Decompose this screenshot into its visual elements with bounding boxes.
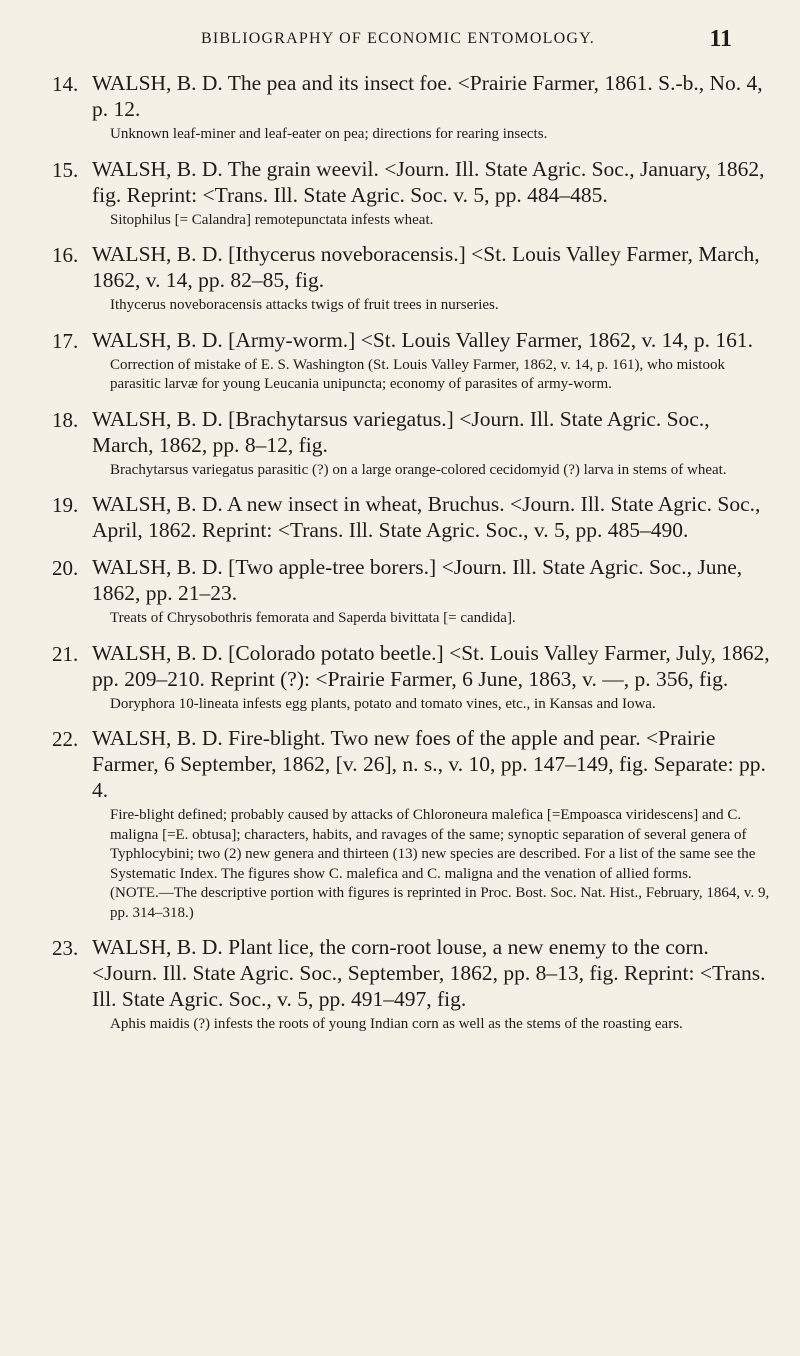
entry-citation: WALSH, B. D. Plant lice, the corn-root louse, a new enemy to the corn. <Journ. Ill. State Agric. Soc., September, 1862, pp. 8–13, fig. Reprint: <Trans. Ill. State Agric. Soc., v. 5, pp. 491–497, fig. [92, 935, 766, 1011]
entry-note [92, 296, 770, 316]
page-number: 11 [709, 26, 732, 52]
entry-note [92, 461, 770, 481]
entry-number: 18. [52, 407, 79, 432]
entry-citation: WALSH, B. D. [Ithycerus noveboracensis.] <St. Louis Valley Farmer, March, 1862, v. 14, pp. 82–85, fig. [92, 242, 760, 292]
bibliography-entry [42, 156, 770, 231]
bibliography-entry [42, 554, 770, 629]
entry-number: 21. [52, 641, 79, 666]
bibliography-entry [42, 70, 770, 145]
entry-note [92, 806, 770, 923]
bibliography-entry [42, 327, 770, 395]
entry-citation: WALSH, B. D. The pea and its insect foe. <Prairie Farmer, 1861. S.-b., No. 4, p. 12. [92, 71, 763, 121]
entry-note-text: Correction of mistake of E. S. Washington (St. Louis Valley Farmer, 1862, v. 14, p. 161), who mistook parasitic larvæ for young Leucania unipuncta; economy of parasites of army-worm. [110, 356, 725, 392]
running-head [100, 26, 740, 62]
entry-citation: WALSH, B. D. [Two apple-tree borers.] <Journ. Ill. State Agric. Soc., June, 1862, pp. 21–23. [92, 555, 743, 605]
bibliography-entry [42, 640, 770, 715]
entry-citation: WALSH, B. D. The grain weevil. <Journ. Ill. State Agric. Soc., January, 1862, fig. Reprint: <Trans. Ill. State Agric. Soc. v. 5, pp. 484–485. [92, 156, 765, 207]
entry-number: 23. [52, 936, 79, 960]
entry-number: 14. [52, 72, 79, 96]
entry-note-text: Treats of Chrysobothris femorata and Saperda bivittata [= candida]. [110, 610, 516, 626]
entry-note-text: Unknown leaf-miner and leaf-eater on pea; directions for rearing insects. [110, 126, 548, 142]
bibliography-entry [42, 725, 770, 923]
entry-note-text: Brachytarsus variegatus parasitic (?) on a large orange-colored cecidomyid (?) larva in stems of wheat. [110, 461, 727, 478]
entry-citation: WALSH, B. D. Fire-blight. Two new foes of the apple and pear. <Prairie Farmer, 6 September, 1862, [v. 26], n. s., v. 10, pp. 147–149, fig. Separate: pp. 4. [92, 726, 766, 802]
running-title: BIBLIOGRAPHY OF ECONOMIC ENTOMOLOGY. [200, 30, 596, 47]
entry-citation: WALSH, B. D. [Brachytarsus variegatus.] <Journ. Ill. State Agric. Soc., March, 1862, pp. 8–12, fig. [92, 406, 710, 457]
entry-number: 19. [52, 493, 79, 517]
entry-note-text: Sitophilus [= Calandra] remotepunctata infests wheat. [110, 211, 434, 228]
entry-citation: WALSH, B. D. [Army-worm.] <St. Louis Valley Farmer, 1862, v. 14, p. 161. [92, 327, 753, 352]
entry-note-text: Fire-blight defined; probably caused by attacks of Chloroneura malefica [=Empoasca viridescens] and C. maligna [=E. obtusa]; characters, habits, and ravages of the same; synoptic separation of several genera of Typhlocybini; two (2) new genera and thirteen (13) new species are described. For a list of the same see the Systematic Index. The figures show C. malefica and C. maligna and the venation of allied forms. [110, 807, 756, 882]
entry-citation: WALSH, B. D. A new insect in wheat, Bruchus. <Journ. Ill. State Agric. Soc., April, 1862. Reprint: <Trans. Ill. State Agric. Soc., v. 5, pp. 485–490. [92, 492, 761, 542]
bibliography-entry [42, 406, 770, 481]
bibliography-entry [42, 241, 770, 316]
entry-number: 20. [52, 556, 79, 580]
bibliography-entry [42, 491, 770, 543]
entry-note-text: Ithycerus noveboracensis attacks twigs of fruit trees in nurseries. [110, 297, 499, 313]
bibliography-entries [42, 70, 770, 1046]
entry-note [92, 1015, 770, 1035]
entry-note [92, 125, 770, 145]
entry-note [92, 356, 770, 395]
bibliography-entry [42, 934, 770, 1035]
entry-number: 22. [52, 727, 79, 751]
entry-note [92, 695, 770, 715]
entry-note [92, 211, 770, 231]
entry-number: 16. [52, 243, 79, 267]
entry-note-text: Aphis maidis (?) infests the roots of young Indian corn as well as the stems of the roasting ears. [110, 1016, 683, 1032]
entry-number: 15. [52, 157, 79, 182]
entry-citation: WALSH, B. D. [Colorado potato beetle.] <St. Louis Valley Farmer, July, 1862, pp. 209–210. Reprint (?): <Prairie Farmer, 6 June, 1863, v. —, p. 356, fig. [92, 640, 770, 691]
entry-note [92, 609, 770, 629]
entry-note-reprint: (NOTE.—The descriptive portion with figures is reprinted in Proc. Bost. Soc. Nat. Hist., February, 1864, v. 9, pp. 314–318.) [110, 885, 770, 921]
entry-number: 17. [52, 328, 79, 353]
entry-note-text: Doryphora 10-lineata infests egg plants, potato and tomato vines, etc., in Kansas and Iowa. [110, 695, 656, 712]
